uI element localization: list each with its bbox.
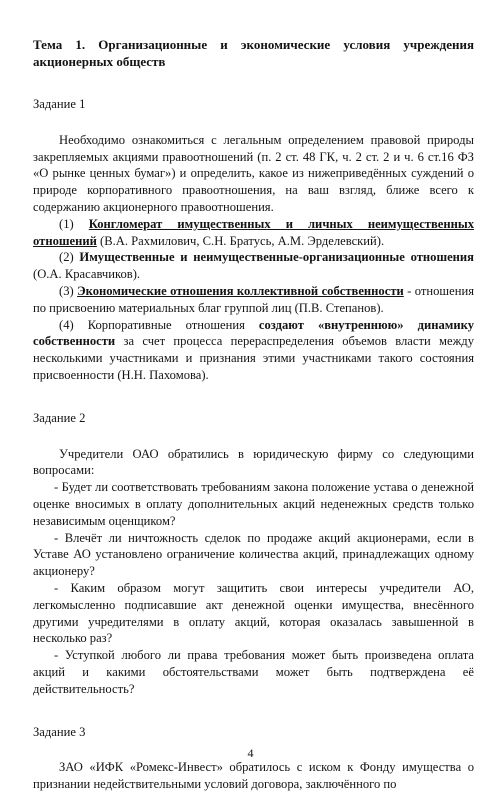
topic-title: Тема 1. Организационные и экономические условия учреждения акционерных обществ: [33, 37, 474, 69]
task2-question-3: - Каким образом могут защитить свои интересы учредители АО, легкомысленно подписавшие акт денежной оценки имущества, внесённого другими учредителями в оплату акций, которая оказалась завышенной в несколько раз?: [33, 580, 474, 646]
option-authors: за счет процесса перераспределения объемов власти между несколькими участниками и признания этими участниками такого состояния присвоенности (Н.Н. Пахомова).: [33, 334, 474, 382]
option-number: (2): [59, 250, 74, 265]
page-content: [33, 36, 474, 793]
task1-intro: Необходимо ознакомиться с легальным определением правовой природы закрепляемых акциями правоотношений (п. 2 ст. 48 ГК, ч. 2 ст. 2 и ч. 6 ст.16 ФЗ «О рынке ценных бумаг») и определить, какое из нижеприведённых суждений о природе корпоративного правоотношения, на ваш взгляд, ближе всего к содержанию акционерного правоотношения.: [33, 132, 474, 214]
option-authors: (О.А. Красавчиков).: [33, 267, 141, 282]
option-number: (4): [59, 317, 74, 332]
task2-question-1: - Будет ли соответствовать требованиям закона положение устава о денежной оценке вносимых в оплату дополнительных акций неденежных средств только независимым оценщиком?: [33, 480, 474, 528]
option-term: создают «внутреннюю» динамику собственности: [33, 317, 474, 349]
task1-option-3: [33, 283, 474, 317]
task1-option-2: [33, 249, 474, 283]
task2-question-4: - Уступкой любого ли права требования может быть произведена оплата акций и какими обстоятельствами может быть подтверждена её действительность?: [33, 648, 474, 696]
task2-question-2: - Влечёт ли ничтожность сделок по продаже акций акционерами, если в Уставе АО установлено ограничение количества акций, принадлежащих одному акционеру?: [33, 530, 474, 579]
task3-intro: ЗАО «ИФК «Ромекс-Инвест» обратилось с иском к Фонду имущества о признании недействительными условий договора, заключённого по: [33, 760, 474, 792]
option-authors: - отношения по присвоению материальных благ группой лиц (П.В. Степанов).: [33, 283, 474, 315]
task1-label: Задание 1: [33, 97, 86, 111]
option-term: Экономические отношения коллективной собственности: [77, 283, 404, 298]
task2-intro: Учредители ОАО обратились в юридическую фирму со следующими вопросами:: [33, 446, 474, 478]
task2-label: Задание 2: [33, 410, 86, 425]
option-number: (3): [59, 283, 74, 298]
option-authors: (В.А. Рахмилович, С.Н. Братусь, А.М. Эрделевский).: [96, 233, 385, 248]
option-term: Конгломерат имущественных и личных неимущественных отношений: [33, 216, 474, 248]
task3-label: Задание 3: [33, 724, 86, 739]
option-number: (1): [59, 216, 74, 231]
task1-option-4: [33, 317, 474, 384]
task1-option-1: [33, 216, 474, 250]
option-term: Имущественные и неимущественные-организационные отношения: [79, 250, 474, 265]
page-number: 4: [247, 746, 254, 760]
option-text: Корпоративные отношения: [73, 317, 259, 332]
